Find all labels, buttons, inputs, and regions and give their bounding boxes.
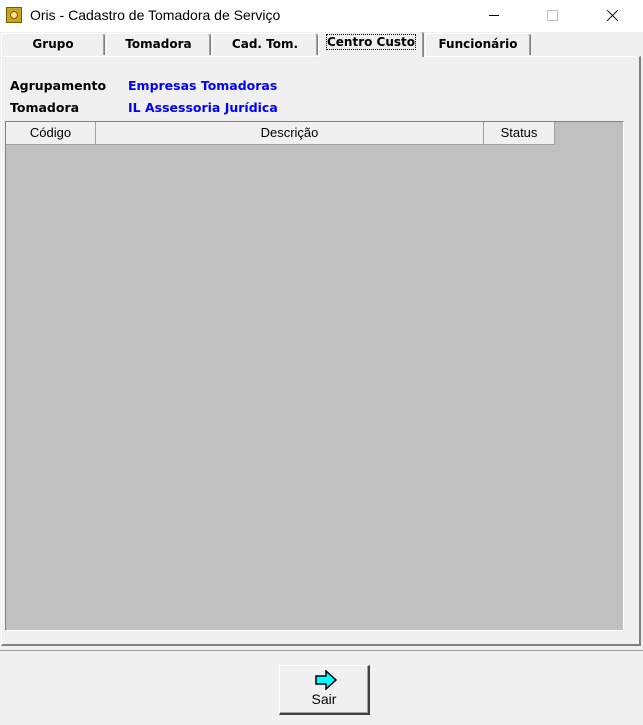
footer-divider: [0, 650, 643, 651]
tab-tomadora[interactable]: [106, 33, 211, 55]
agrupamento-value: Empresas Tomadoras: [128, 78, 278, 93]
tab-page-centro-custo: [1, 56, 641, 646]
tab-label: Grupo: [32, 37, 74, 51]
app-icon: [6, 7, 22, 23]
tomadora-value: IL Assessoria Jurídica: [128, 100, 278, 115]
tab-centro-custo[interactable]: [318, 31, 424, 57]
column-header-status[interactable]: Status: [484, 122, 555, 145]
column-header-codigo[interactable]: Código: [6, 122, 96, 145]
tab-label: Centro Custo: [326, 35, 416, 49]
agrupamento-label: Agrupamento: [10, 78, 107, 93]
tab-label: Tomadora: [125, 37, 192, 51]
tab-label: Cad. Tom.: [231, 37, 299, 51]
centro-custo-grid[interactable]: [5, 121, 624, 631]
close-button[interactable]: [589, 0, 635, 30]
tab-label: Funcionário: [438, 37, 518, 51]
sair-button[interactable]: [279, 665, 370, 715]
minimize-button[interactable]: [471, 0, 517, 30]
sair-label: Sair: [311, 691, 337, 707]
column-header-descricao[interactable]: Descrição: [96, 122, 484, 145]
arrow-right-icon: [314, 670, 338, 690]
tab-funcionario[interactable]: [425, 33, 531, 55]
window-title: Oris - Cadastro de Tomadora de Serviço: [30, 7, 281, 23]
maximize-button[interactable]: [530, 0, 576, 30]
tomadora-label: Tomadora: [10, 100, 80, 115]
tab-cad-tom[interactable]: [212, 33, 318, 55]
title-bar: [0, 0, 643, 32]
tab-grupo[interactable]: [1, 33, 105, 55]
